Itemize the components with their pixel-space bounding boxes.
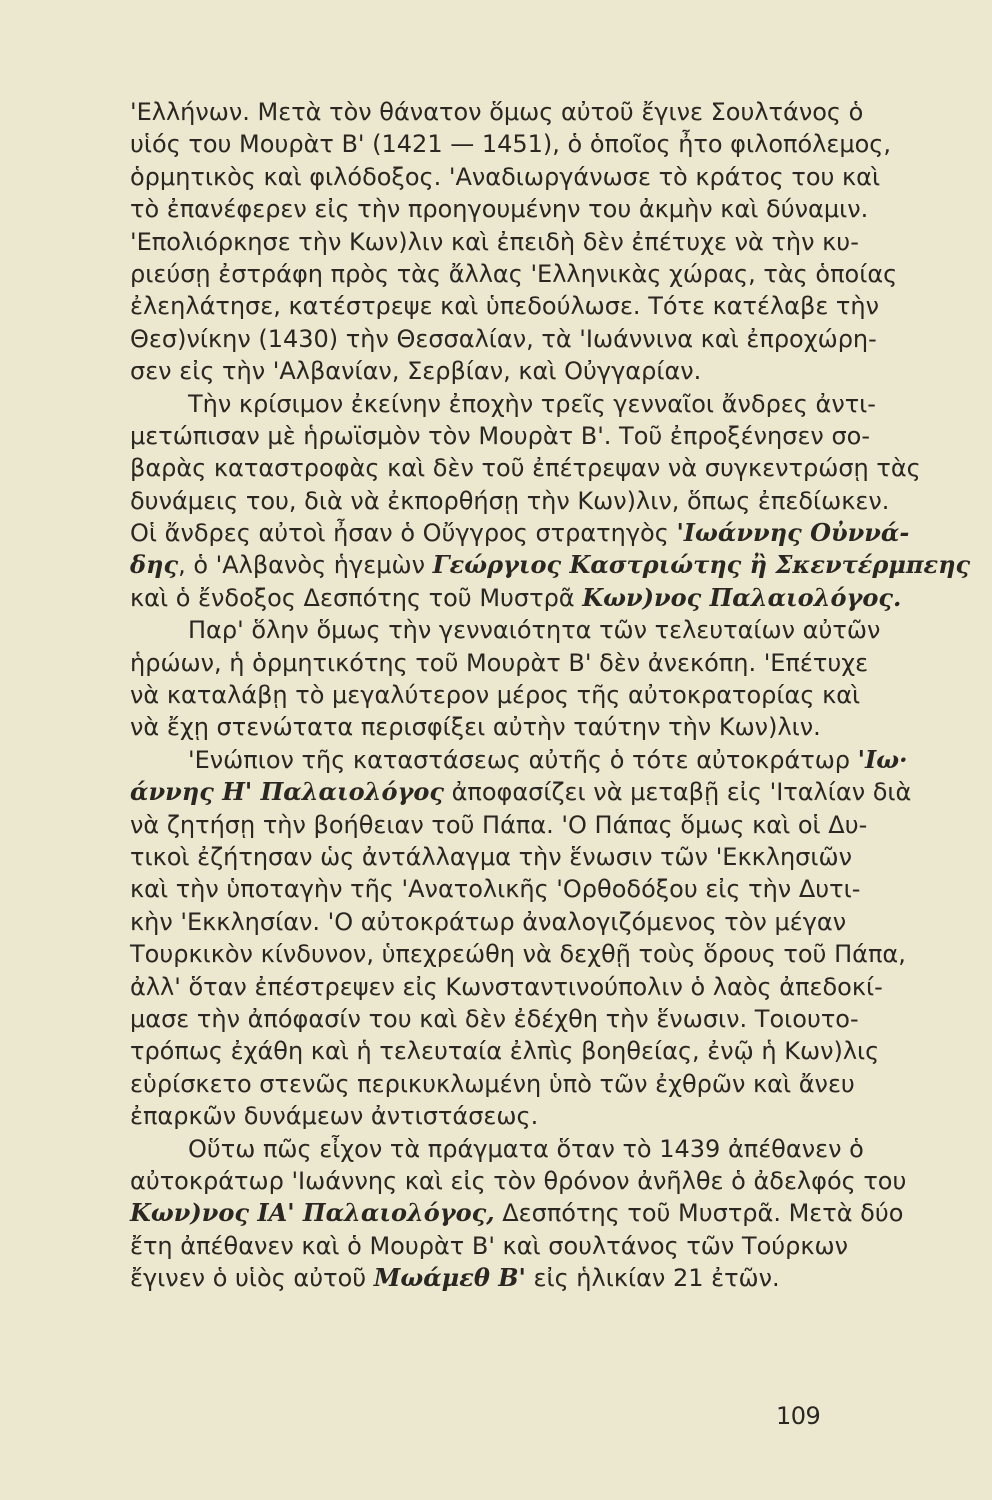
text-run: δυνάμεις του, διὰ νὰ ἐκπορθήσῃ τὴν Κων)λιν, ὅπως ἐπεδίωκεν. <box>130 486 890 515</box>
text-line <box>130 679 861 711</box>
text-line <box>130 971 883 1003</box>
text-run: ἀποφασίζει νὰ μεταβῇ εἰς 'Ιταλίαν διὰ <box>443 778 912 807</box>
text-run: ἔγινεν ὁ υἱὸς αὐτοῦ <box>130 1264 374 1293</box>
text-run: Παρ' ὅλην ὅμως τὴν γενναιότητα τῶν τελευταίων αὐτῶν <box>188 616 881 645</box>
emphasized-name: 'Ιωάννης Οὐννά- <box>676 518 910 548</box>
text-run: Δεσπότης τοῦ Μυστρᾶ. Μετὰ δύο <box>494 1199 904 1228</box>
text-run: 'Ενώπιον τῆς καταστάσεως αὐτῆς ὁ τότε αὐτοκράτωρ <box>188 745 858 774</box>
text-line <box>130 841 852 873</box>
text-run: εἰς ἡλικίαν 21 ἐτῶν. <box>525 1264 780 1293</box>
text-run: ἔτη ἀπέθανεν καὶ ὁ Μουρὰτ Β' καὶ σουλτάνος τῶν Τούρκων <box>130 1231 849 1260</box>
text-line <box>130 420 871 452</box>
text-line <box>130 582 902 614</box>
text-line <box>130 614 881 646</box>
text-run: Οὕτω πῶς εἶχον τὰ πράγματα ὅταν τὸ 1439 ἀπέθανεν ὁ <box>188 1134 864 1163</box>
text-run: καὶ τὴν ὑποταγὴν τῆς 'Ανατολικῆς 'Ορθοδόξου εἰς τὴν Δυτι- <box>130 875 861 904</box>
text-run: ὁρμητικὸς καὶ φιλόδοξος. 'Αναδιωργάνωσε τὸ κράτος του καὶ <box>130 162 881 191</box>
text-run: Θεσ)νίκην (1430) τὴν Θεσσαλίαν, τὰ 'Ιωάννινα καὶ ἐπροχώρη- <box>130 324 877 353</box>
text-run: Τὴν κρίσιμον ἐκείνην ἐποχὴν τρεῖς γενναῖοι ἄνδρες ἀντι- <box>188 389 876 418</box>
text-run: αὐτοκράτωρ 'Ιωάννης καὶ εἰς τὸν θρόνον ἀνῆλθε ὁ ἀδελφός του <box>130 1166 907 1195</box>
text-run: βαρὰς καταστροφὰς καὶ δὲν τοῦ ἐπέτρεψαν νὰ συγκεντρώσῃ τὰς <box>130 454 921 483</box>
text-line <box>130 809 868 841</box>
text-line <box>130 776 912 808</box>
text-run: τρόπως ἐχάθη καὶ ἡ τελευταία ἐλπὶς βοηθείας, ἐνῷ ἡ Κων)λις <box>130 1037 880 1066</box>
text-line <box>130 744 908 776</box>
emphasized-name: Κων)νος Παλαιολόγος. <box>582 582 902 612</box>
text-run: νὰ καταλάβῃ τὸ μεγαλύτερον μέρος τῆς αὐτοκρατορίας καὶ <box>130 681 861 710</box>
body-text <box>130 96 971 1294</box>
text-line <box>130 1068 855 1100</box>
text-line <box>130 258 898 290</box>
text-line <box>130 1197 904 1229</box>
text-line <box>130 1262 832 1294</box>
text-run: ἀλλ' ὅταν ἐπέστρεψεν εἰς Κωνσταντινούπολιν ὁ λαὸς ἀπεδοκί- <box>130 972 883 1001</box>
text-run: τικοὶ ἐζήτησαν ὡς ἀντάλλαγμα τὴν ἕνωσιν τῶν 'Εκκλησιῶν <box>130 842 852 871</box>
text-run: 'Ελλήνων. Μετὰ τὸν θάνατον ὅμως αὐτοῦ ἔγινε Σουλτάνος ὁ <box>130 98 864 126</box>
text-line <box>130 1035 880 1067</box>
text-line <box>130 1230 849 1262</box>
emphasized-name: 'Ιω· <box>857 744 908 774</box>
emphasized-name: άννης Η' Παλαιολόγος <box>130 777 444 807</box>
text-line <box>130 193 869 225</box>
text-line <box>130 323 877 355</box>
text-line <box>130 452 921 484</box>
text-run: τὸ ἐπανέφερεν εἰς τὴν προηγουμένην του ἀκμὴν καὶ δύναμιν. <box>130 195 869 224</box>
text-line <box>130 647 869 679</box>
text-line <box>130 1133 864 1165</box>
emphasized-name: Κων)νος ΙΑ' Παλαιολόγος, <box>130 1198 495 1228</box>
text-run: Οἱ ἄνδρες αὐτοὶ ἦσαν ὁ Οὔγγρος στρατηγὸς <box>130 519 677 548</box>
page-number: 109 <box>776 1402 821 1430</box>
text-run: ἐπαρκῶν δυνάμεων ἀντιστάσεως. <box>130 1102 539 1131</box>
text-run: μετώπισαν μὲ ἡρωϊσμὸν τὸν Μουρὰτ Β'. Τοῦ ἐπροξένησεν σο- <box>130 421 871 450</box>
text-line <box>130 938 906 970</box>
text-line <box>130 1003 859 1035</box>
text-run: 'Επολιόρκησε τὴν Κων)λιν καὶ ἐπειδὴ δὲν ἐπέτυχε νὰ τὴν κυ- <box>130 227 859 256</box>
text-run: εὑρίσκετο στενῶς περικυκλωμένη ὑπὸ τῶν ἐχθρῶν καὶ ἄνευ <box>130 1069 855 1098</box>
text-run: νὰ ζητήσῃ τὴν βοήθειαν τοῦ Πάπα. 'Ο Πάπας ὅμως καὶ οἱ Δυ- <box>130 810 868 839</box>
text-line <box>130 485 890 517</box>
text-run: κὴν 'Εκκλησίαν. 'Ο αὐτοκράτωρ ἀναλογιζόμενος τὸν μέγαν <box>130 907 847 936</box>
text-line <box>130 711 832 743</box>
text-line <box>130 873 861 905</box>
text-line <box>130 549 971 581</box>
text-run: μασε τὴν ἀπόφασίν του καὶ δὲν ἐδέχθη τὴν ἕνωσιν. Τοιουτο- <box>130 1004 859 1033</box>
text-run: ἐλεηλάτησε, κατέστρεψε καὶ ὑπεδούλωσε. Τότε κατέλαβε τὴν <box>130 292 879 321</box>
text-line <box>130 290 879 322</box>
text-run: νὰ ἔχῃ στενώτατα περισφίξει αὐτὴν ταύτην τὴν Κων)λιν. <box>130 713 821 742</box>
emphasized-name: δης <box>130 550 179 580</box>
text-run: σεν εἰς τὴν 'Αλβανίαν, Σερβίαν, καὶ Οὐγγαρίαν. <box>130 357 702 386</box>
text-line <box>130 96 864 128</box>
text-line <box>130 355 832 387</box>
text-run: υἱός του Μουρὰτ Β' (1421 — 1451), ὁ ὁποῖος ἦτο φιλοπόλεμος, <box>130 130 891 159</box>
text-run: καὶ ὁ ἔνδοξος Δεσπότης τοῦ Μυστρᾶ <box>130 583 583 612</box>
text-run: , ὁ 'Αλβανὸς ἡγεμὼν <box>178 551 433 580</box>
text-run: ἡρώων, ἡ ὁρμητικότης τοῦ Μουρὰτ Β' δὲν ἀνεκόπη. 'Επέτυχε <box>130 648 869 677</box>
emphasized-name: Μωάμεθ Β' <box>373 1263 526 1293</box>
text-run: Τουρκικὸν κίνδυνον, ὑπεχρεώθη νὰ δεχθῇ τοὺς ὅρους τοῦ Πάπα, <box>130 940 906 969</box>
text-line <box>130 388 876 420</box>
text-line <box>130 517 910 549</box>
emphasized-name: Γεώργιος Καστριώτης ἢ Σκεντέρμπεης <box>432 550 971 580</box>
text-line <box>130 1165 907 1197</box>
text-line <box>130 1100 832 1132</box>
text-line <box>130 226 859 258</box>
text-line <box>130 906 847 938</box>
text-run: ριεύσῃ ἐστράφη πρὸς τὰς ἄλλας 'Ελληνικὰς χώρας, τὰς ὁποίας <box>130 259 898 288</box>
text-line <box>130 161 881 193</box>
text-line <box>130 128 891 160</box>
